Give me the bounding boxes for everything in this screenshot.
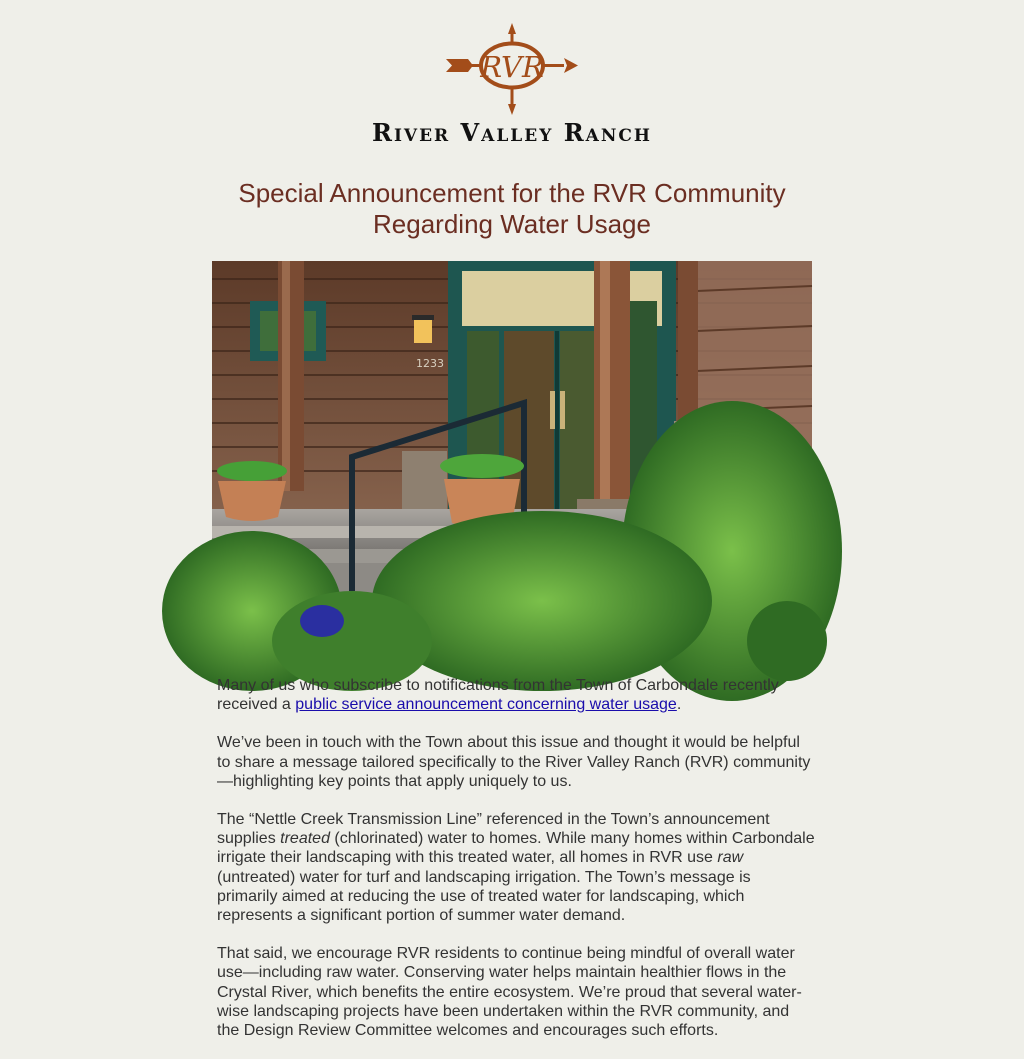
paragraph-1 bbox=[217, 676, 815, 714]
announcement-title bbox=[0, 178, 1024, 240]
title-line-2: Regarding Water Usage bbox=[373, 209, 651, 239]
paragraph-3 bbox=[217, 810, 815, 925]
treated-emphasis: treated bbox=[280, 830, 330, 848]
brand-name: River Valley Ranch bbox=[372, 118, 652, 147]
announcement-body bbox=[217, 676, 815, 1059]
raw-emphasis: raw bbox=[717, 849, 744, 867]
hero-image bbox=[212, 261, 812, 661]
psa-water-usage-link[interactable]: public service announcement concerning water usage bbox=[295, 696, 677, 714]
paragraph-4: That said, we encourage RVR residents to continue being mindful of overall water use—including raw water. Conserving water helps maintain healthier flows in the Crystal River, which benefits the entire ecosystem. We’re proud that several water-wise landscaping projects have been undertaken within the RVR community, and the Design Review Committee welcomes and encourages such efforts. bbox=[217, 945, 802, 1040]
paragraph-3-part-1: The “Nettle Creek Transmission Line” referenced in the Town’s announcement supplies bbox=[217, 811, 770, 848]
paragraph-3-part-3: (untreated) water for turf and landscaping irrigation. The Town’s message is primarily aimed at reducing the use of treated water for landscaping, which represents a significant portion of summer water demand. bbox=[217, 868, 751, 925]
paragraph-2: We’ve been in touch with the Town about this issue and thought it would be helpful to share a message tailored specifically to the River Valley Ranch (RVR) community—highlighting key points that apply uniquely to us. bbox=[217, 734, 811, 790]
paragraph-1-text: Many of us who subscribe to notifications from the Town of Carbondale recently received a bbox=[217, 677, 779, 714]
rvr-logo[interactable] bbox=[0, 22, 1024, 152]
address-number: 1233 bbox=[416, 357, 444, 370]
house-entrance-photo bbox=[212, 261, 812, 661]
compass-logo-icon bbox=[442, 22, 582, 116]
logo-monogram: RVR bbox=[480, 50, 544, 84]
title-line-1: Special Announcement for the RVR Community bbox=[238, 178, 786, 208]
paragraph-1-end: . bbox=[676, 696, 682, 714]
paragraph-3-part-2: (chlorinated) water to homes. While many homes within Carbondale irrigate their landscaping with this treated water, all homes in RVR use bbox=[217, 830, 815, 867]
